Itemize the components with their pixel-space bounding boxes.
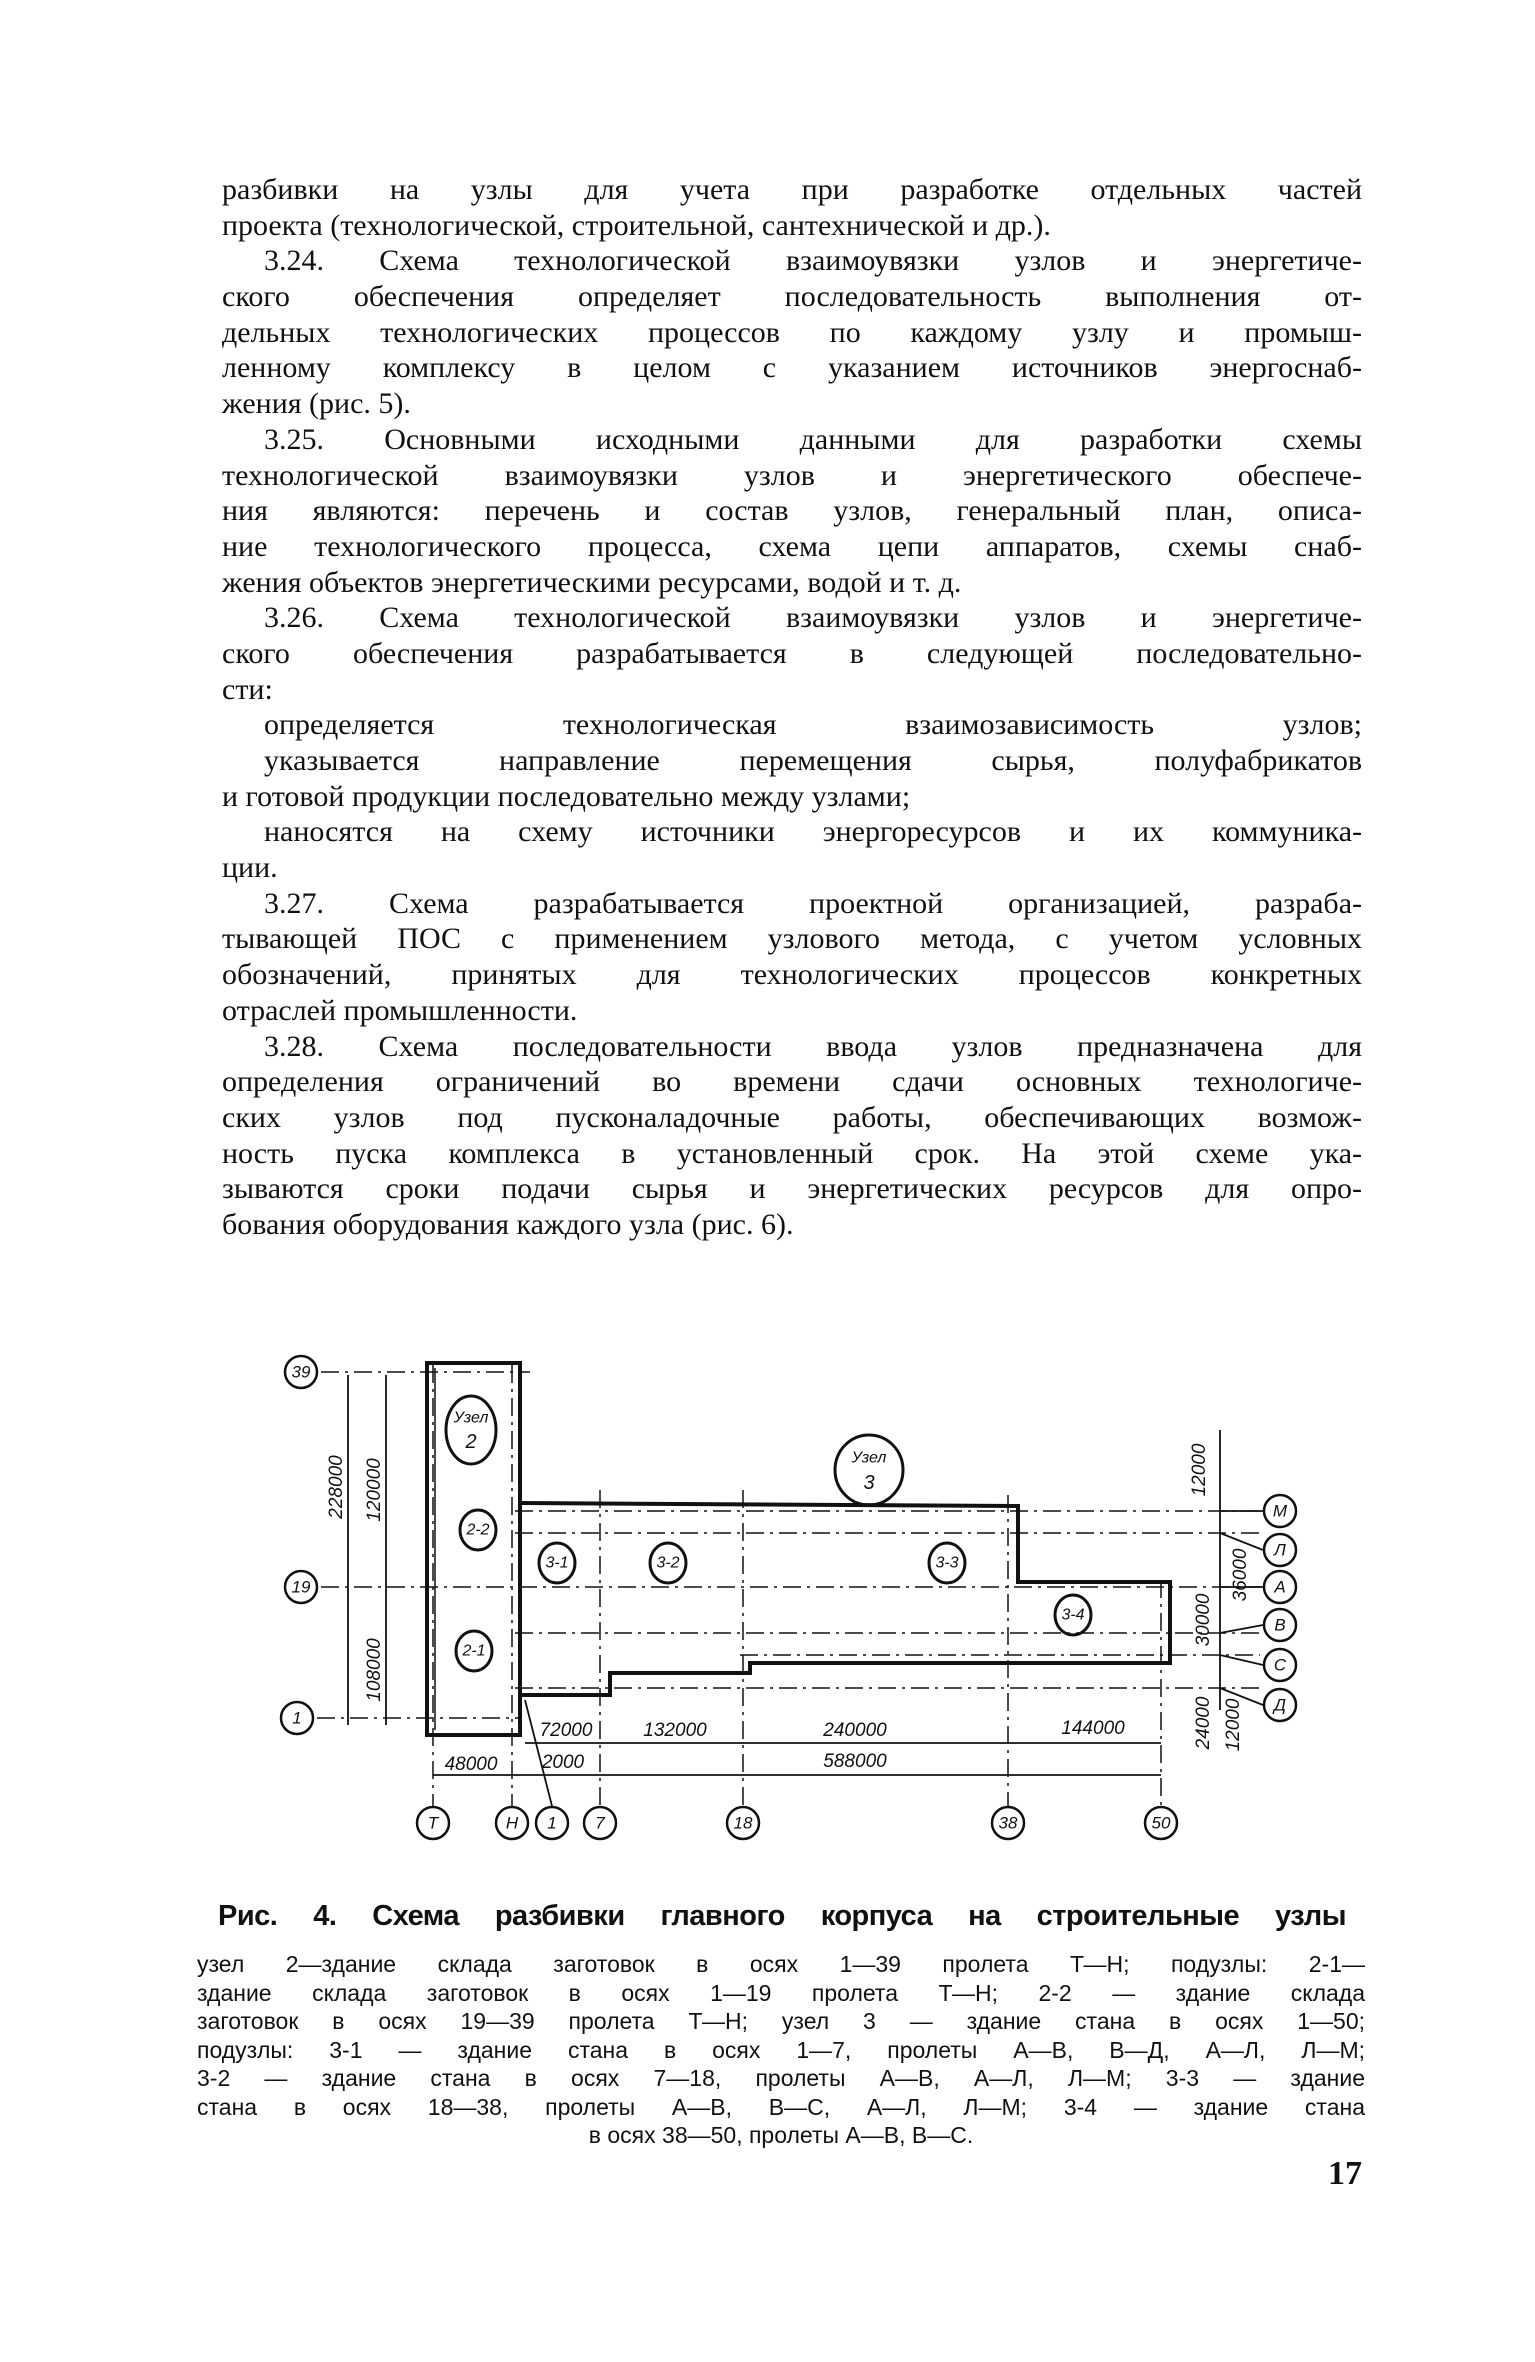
axis-label: 38 [998,1813,1018,1833]
text-line: бования оборудования каждого узла (рис. 6). [222,1207,794,1241]
text-line: ских узлов под пусконаладочные работы, обеспечивающих возмож- [222,1100,1362,1134]
axis-label: Д [1274,1695,1286,1715]
dimension-lines [348,1375,1263,1806]
paragraph-3-27: 3.27. Схема разрабатывается проектной организацией, разраба- [264,886,1362,920]
caption-line: узел 2—здание склада заготовок в осях 1—39 пролета Т—Н; подузлы: 2-1— [197,1951,1365,1977]
dimension-label: 2000 [541,1752,585,1773]
axis-label: 7 [595,1813,605,1833]
paragraph-3-25: 3.25. Основными исходными данными для разработки схемы [264,422,1362,456]
caption-line: 3-2 — здание стана в осях 7—18, пролеты А—В, А—Л, Л—М; 3-3 — здание [197,2065,1365,2091]
dimension-label: 228000 [326,1455,347,1519]
caption-line: стана в осях 18—38, пролеты А—В, В—С, А—Л, Л—М; 3-4 — здание стана [197,2093,1365,2120]
node-label: 2 [465,1431,477,1453]
list-item: наносятся на схему источники энергоресурсов и их коммуника- [264,815,1362,849]
axis-label: Н [505,1813,519,1833]
text-line: жения (рис. 5). [222,387,411,421]
figure-4-diagram [260,1330,1320,1860]
axis-label: Л [1274,1540,1286,1560]
node-label: 2-2 [466,1521,490,1539]
text-line: ции. [222,851,278,885]
axis-label: 39 [291,1362,311,1382]
text-line: ленному комплексу в целом с указанием источников энергоснаб- [222,351,1362,385]
text-line: отраслей промышленности. [222,993,578,1027]
dimension-label: 12000 [1189,1443,1210,1497]
text-line: разбивки на узлы для учета при разработке отдельных частей [222,173,1362,206]
text-line: ние технологического процесса, схема цепи аппаратов, схемы снаб- [222,529,1362,563]
dimension-label: 72000 [539,1720,593,1741]
node-label: 3-3 [935,1554,959,1572]
text-line: проекта (технологической, строительной, сантехнической и др.). [222,208,1051,242]
caption-line: заготовок в осях 19—39 пролета Т—Н; узел 3 — здание стана в осях 1—50; [197,2008,1365,2034]
dimension-label: 144000 [1061,1718,1125,1739]
dimension-label: 24000 [1193,1696,1214,1750]
list-item: указывается направление перемещения сырья, полуфабрикатов [264,744,1362,777]
text-line: технологической взаимоувязки узлов и энергетического обеспече- [222,458,1362,492]
axis-label: М [1272,1501,1288,1521]
dimension-label: 48000 [444,1754,498,1775]
text-line: дельных технологических процессов по каждому узлу и промыш- [222,315,1362,349]
paragraph-3-24: 3.24. Схема технологической взаимоувязки узлов и энергетиче- [264,244,1362,278]
node-label: 3 [863,1472,875,1494]
axis-label: А [1274,1577,1286,1597]
text-line: сти: [222,672,273,706]
text-line: ского обеспечения разрабатывается в следующей последовательно- [222,636,1362,670]
text-line: обозначений, принятых для технологических процессов конкретных [222,958,1362,992]
node-label: 3-1 [545,1554,569,1572]
list-item: определяется технологическая взаимозависимость узлов; [264,708,1362,742]
dimension-label: 120000 [364,1458,385,1522]
node-label: 3-4 [1061,1606,1085,1624]
dimension-label: 30000 [1193,1593,1214,1647]
dimension-label: 132000 [643,1720,707,1741]
axis-label: С [1273,1655,1287,1675]
paragraph-3-26: 3.26. Схема технологической взаимоувязки узлов и энергетиче- [264,601,1362,635]
body-text [222,172,1362,1243]
figure-caption [197,1950,1365,2150]
caption-line: подузлы: 3-1 — здание стана в осях 1—7, пролеты А—В, В—Д, А—Л, Л—М; [197,2036,1365,2063]
axis-label: 1 [547,1813,557,1833]
text-line: ния являются: перечень и состав узлов, генеральный план, описа- [222,494,1362,528]
figure-caption-title: Рис. 4. Схема разбивки главного корпуса на строительные узлы [218,1900,1346,1932]
axis-label: Т [427,1813,439,1833]
caption-line: в осях 38—50, пролеты А—В, В—С. [588,2122,974,2148]
axis-label: 50 [1151,1813,1171,1833]
text-line: жения объектов энергетическими ресурсами, водой и т. д. [222,565,962,599]
axis-label: В [1274,1615,1286,1635]
paragraph-3-28: 3.28. Схема последовательности ввода узлов предназначена для [264,1029,1362,1063]
axis-label: 1 [292,1708,302,1728]
page-number: 17 [1328,2155,1362,2192]
text-line: ность пуска комплекса в установленный срок. На этой схеме ука- [222,1136,1362,1170]
dimension-label: 240000 [823,1720,887,1741]
dimension-label: 108000 [364,1638,385,1702]
dimension-label: 588000 [823,1751,887,1772]
text-line: тывающей ПОС с применением узлового метода, с учетом условных [222,922,1362,956]
node-label: 3-2 [656,1554,680,1572]
dimension-label: 12000 [1223,1698,1244,1752]
axis-lines [317,1365,1260,1806]
text-line: зываются сроки подачи сырья и энергетических ресурсов для опро- [222,1172,1362,1206]
uzel-3-outline [520,1503,1170,1695]
node-label: Узел [453,1409,489,1427]
text-line: и готовой продукции последовательно между узлами; [222,779,911,813]
node-label: 2-1 [462,1642,486,1660]
dimension-label: 36000 [1230,1548,1251,1602]
text-line: ского обеспечения определяет последовательность выполнения от- [222,280,1362,314]
axis-label: 19 [291,1577,311,1597]
caption-line: здание склада заготовок в осях 1—19 пролета Т—Н; 2-2 — здание склада [197,1979,1365,2006]
axis-label: 18 [733,1813,753,1833]
node-label: Узел [851,1449,887,1467]
text-line: определения ограничений во времени сдачи основных технологиче- [222,1065,1362,1099]
